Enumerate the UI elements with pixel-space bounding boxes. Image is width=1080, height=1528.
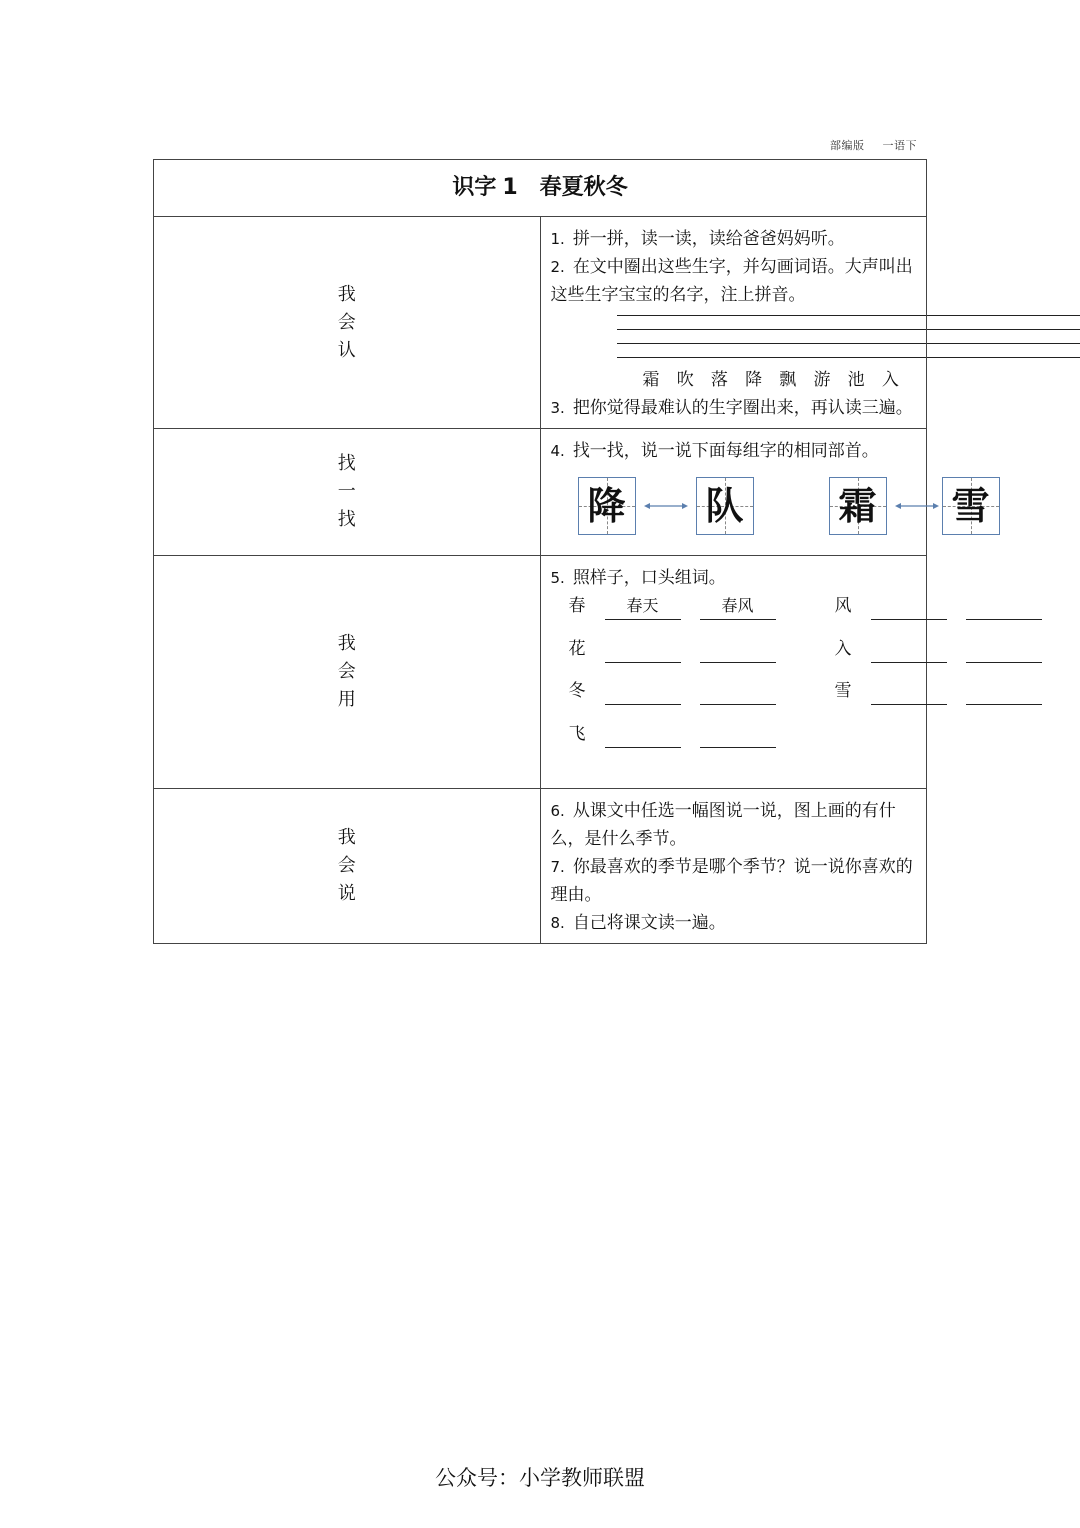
new-characters-row (643, 366, 917, 394)
char-item: 池 (847, 370, 865, 390)
word-row: 春 春天 春风 (569, 592, 795, 620)
side-label-use: 我 会 用 (154, 556, 541, 789)
radical-pairs (551, 465, 990, 549)
pinyin-writing-lines[interactable] (617, 315, 1080, 358)
word-row: 冬 (569, 677, 795, 705)
answer-blank[interactable] (700, 640, 776, 663)
use-content (540, 556, 927, 789)
answer-blank[interactable] (605, 682, 681, 705)
tian-grid-box: 队 (696, 477, 754, 535)
answer-blank[interactable]: 春风 (700, 597, 776, 620)
char-item: 游 (813, 370, 831, 390)
title-prefix: 识字 (452, 175, 497, 200)
title-number: 1 (502, 175, 518, 200)
answer-blank[interactable] (605, 725, 681, 748)
answer-blank[interactable] (966, 597, 1042, 620)
title-name: 春夏秋冬 (539, 175, 628, 200)
answer-blank[interactable] (871, 597, 947, 620)
tian-grid-box: 霜 (829, 477, 887, 535)
worksheet-table (153, 159, 990, 944)
task-6: 6. 从课文中任选一幅图说一说，图上画的有什么，是什么季节。 (550, 801, 896, 849)
title-cell (154, 160, 927, 217)
tian-grid-box: 降 (578, 477, 636, 535)
char-item: 霜 (642, 370, 660, 390)
word-building-area (551, 592, 917, 782)
answer-blank[interactable] (871, 682, 947, 705)
task-2: 2. 在文中圈出这些生字，并勾画词语。大声叫出这些生字宝宝的名字，注上拼音。 (550, 257, 913, 305)
char-item: 入 (881, 370, 899, 390)
word-row: 飞 (569, 720, 795, 748)
char-item: 吹 (676, 370, 694, 390)
grade-label: 一语下 (882, 139, 917, 152)
task-1: 1. 拼一拼，读一读，读给爸爸妈妈听。 (550, 229, 845, 249)
tian-grid-box: 雪 (942, 477, 1000, 535)
answer-blank[interactable] (966, 682, 1042, 705)
task-4: 4. 找一找，说一说下面每组字的相同部首。 (550, 441, 879, 461)
find-content (540, 429, 990, 556)
word-row: 雪 (835, 677, 1061, 705)
word-row: 入 (835, 635, 1061, 663)
answer-blank[interactable] (700, 725, 776, 748)
side-label-speak: 我 会 说 (154, 789, 541, 944)
answer-blank[interactable]: 春天 (605, 597, 681, 620)
answer-blank[interactable] (871, 640, 947, 663)
edition-label: 部编版 (830, 139, 865, 152)
task-8: 8. 自己将课文读一遍。 (550, 913, 726, 933)
answer-blank[interactable] (966, 640, 1042, 663)
footer-account: 公众号：小学教师联盟 (435, 1466, 645, 1490)
side-label-recognize: 我 会 认 (154, 217, 541, 429)
answer-blank[interactable] (605, 640, 681, 663)
speak-content (540, 789, 927, 944)
double-arrow-icon (644, 502, 688, 510)
side-label-find: 找 一 找 (154, 429, 541, 556)
task-7: 7. 你最喜欢的季节是哪个季节？说一说你喜欢的理由。 (550, 857, 913, 905)
page-title (452, 175, 627, 200)
task-5: 5. 照样子，口头组词。 (550, 568, 726, 588)
edition-note (830, 137, 917, 153)
double-arrow-icon (895, 502, 939, 510)
recognize-content (540, 217, 927, 429)
char-item: 落 (710, 370, 728, 390)
task-3: 3. 把你觉得最难认的生字圈出来，再认读三遍。 (550, 398, 913, 418)
word-row: 风 (835, 592, 1061, 620)
char-item: 飘 (779, 370, 797, 390)
word-row: 花 (569, 635, 795, 663)
answer-blank[interactable] (700, 682, 776, 705)
char-item: 降 (745, 370, 763, 390)
